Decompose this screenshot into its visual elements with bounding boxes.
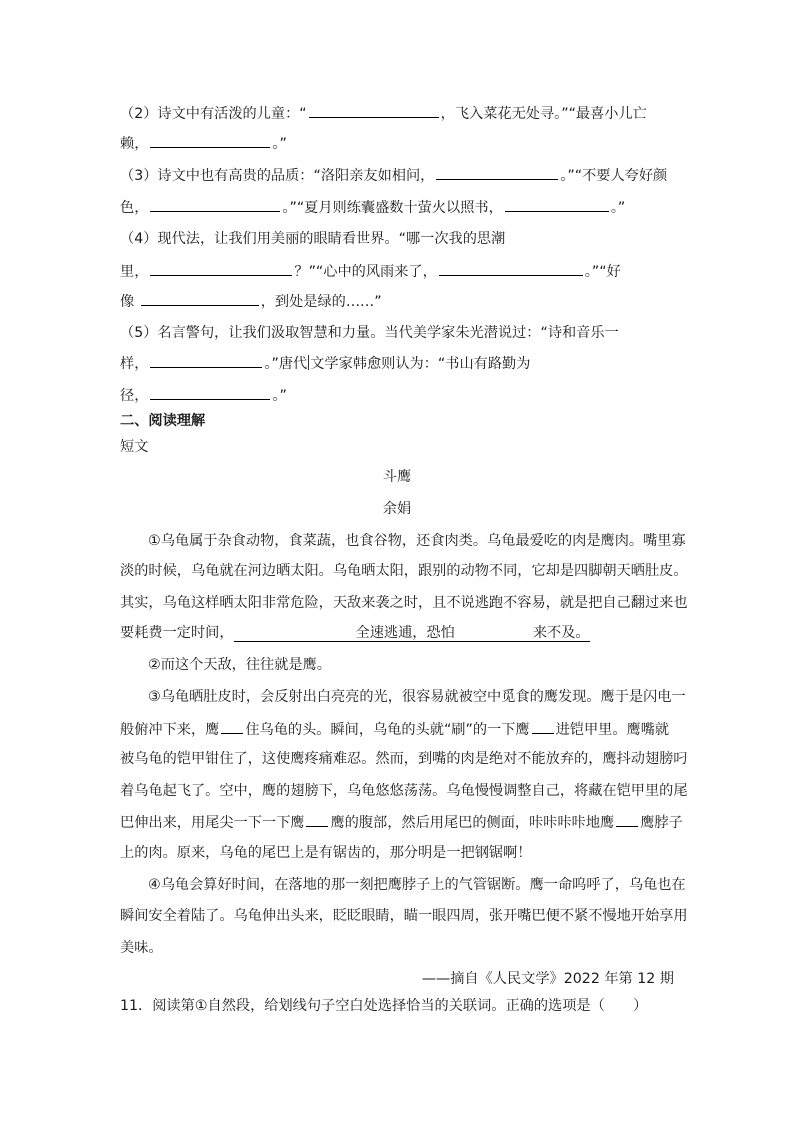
q4-text-d: 。”“好 [584,264,621,280]
q2-line1 [120,103,647,124]
q3-text-b: 。”“不要人夸好颜 [560,168,668,184]
q3-text-d: 。”“夏月则练囊盛数十萤火以照书， [282,200,503,216]
p3-line4: 着乌龟起飞了。空中，鹰的翅膀下，乌龟悠悠荡荡。乌龟慢慢调整自己，将藏在铠甲里的尾 [120,783,688,799]
answer-blank[interactable] [505,197,609,212]
article-author: 余娟 [382,501,412,517]
q3-text-a: （3）诗文中也有高贵的品质：“洛阳亲友如相问， [120,168,435,184]
q4-line3 [120,291,382,312]
q5-text-c: 。”唐代 [264,356,308,372]
answer-blank[interactable] [532,719,554,734]
p3-line2 [120,719,669,740]
q4-text-e: 像 [120,294,135,310]
q2-line2 [120,133,287,154]
p1-line3: 其实，乌龟这样晒太阳非常危险，天敌来袭之时，且不说逃跑不容易，就是把自己翻过来也 [120,595,688,611]
answer-blank[interactable] [150,133,270,148]
p3-line5-a: 巴伸出来，用尾尖一下一下鹰 [120,815,305,831]
q5-line1 [120,323,619,343]
p4-line2: 瞬间安全着陆了。乌龟伸出头来，眨眨眼睛，瞄一眼四周，张开嘴巴便不紧不慢地开始享用 [120,908,688,924]
q5-text-f: 。” [272,388,287,404]
p1-line1: ①乌龟属于杂食动物，食菜蔬，也食谷物，还食肉类。乌龟最爱吃的肉是鹰肉。嘴里寡 [148,533,686,549]
q4-line2 [120,261,621,282]
q2-text-a: （2）诗文中有活泼的儿童：“ [120,106,307,122]
answer-blank[interactable] [150,385,270,400]
q5-text-d: 文学家韩愈则认为：“书山有路勤为 [310,356,531,372]
q5-line3 [120,385,287,406]
p1-line4-c: 来不及。 [532,625,590,641]
q5-text-b: 样， [120,356,149,372]
answer-blank[interactable] [150,353,262,368]
q5-line2 [120,353,530,374]
p3-line6: 上的肉。原来，乌龟的尾巴上是有锯齿的，那分明是一把钢锯啊！ [120,845,532,861]
p3-line2-b: 住乌龟的头。瞬间，乌龟的头就“刷”的一下鹰 [245,722,530,738]
p1-line4 [120,623,590,643]
question-11: 11．阅读第①自然段，给划线句子空白处选择恰当的关联词。正确的选项是（ ） [120,998,648,1014]
p3-line1: ③乌龟晒肚皮时，会反射出白亮亮的光，很容易就被空中觅食的鹰发现。鹰于是闪电一 [148,689,686,705]
answer-blank[interactable] [436,165,558,180]
q5-text-e: 径， [120,388,149,404]
underlined-sentence [234,625,590,642]
article-title: 斗鹰 [382,469,412,485]
p4-line1: ④乌龟会算好时间，在落地的那一刻把鹰脖子上的气管锯断。鹰一命呜呼了，乌龟也在 [148,877,686,893]
p3-line5 [120,812,683,833]
section-subheading: 短文 [120,439,149,455]
q5-text-a: （5）名言警句，让我们汲取智慧和力量。当代美学家朱光潜说过：“诗和音乐一 [120,325,619,341]
q4-line1 [120,229,505,249]
answer-blank[interactable] [141,291,259,306]
q4-text-c: ？”“心中的风雨来了， [294,264,437,280]
answer-blank[interactable] [616,812,638,827]
answer-blank[interactable] [306,812,328,827]
q2-text-b: ，飞入菜花无处寻。”“最喜小儿亡 [440,106,647,122]
p3-line2-c: 进铠甲里。鹰嘴就 [555,722,670,738]
p1-line2: 淡的时候，乌龟就在河边晒太阳。乌龟晒太阳，跟别的动物不同，它却是四脚朝天晒肚皮。 [120,563,688,579]
p3-line3: 被乌龟的铠甲钳住了，这使鹰疼痛难忍。然而，到嘴的肉是绝对不能放弃的，鹰抖动翅膀叼 [120,751,688,767]
q3-line1 [120,165,667,186]
q2-text-c: 赖， [120,136,149,152]
answer-blank[interactable] [150,197,280,212]
q4-text-a: （4）现代法，让我们用美丽的眼睛看世界。“哪一次我的思潮 [120,231,506,247]
answer-blank[interactable] [439,261,583,276]
section-heading: 二、阅读理解 [120,413,206,429]
q4-text-b: 里， [120,264,149,280]
answer-blank[interactable] [309,103,439,118]
p1-line4-a: 要耗费一定时间， [120,625,234,641]
p3-line2-a: 般俯冲下来，鹰 [120,722,220,738]
article-source: ——摘自《人民文学》2022 年第 12 期 [421,971,674,987]
answer-blank[interactable] [221,719,243,734]
q4-text-f: ，到处是绿的……” [260,294,382,310]
q3-text-c: 色， [120,200,149,216]
p4-line3: 美味。 [120,940,163,956]
p3-line5-b: 鹰的腹部，然后用尾巴的侧面，咔咔咔咔地鹰 [330,815,615,831]
p1-line4-b: 全速逃逋，恐怕 [355,625,455,641]
p3-line5-c: 鹰脖子 [640,815,683,831]
answer-blank[interactable] [150,261,292,276]
q3-text-e: 。” [610,200,626,216]
q3-line2 [120,197,625,218]
p2-line1: ②而这个天敌，往往就是鹰。 [148,657,331,673]
q2-text-d: 。” [272,136,287,152]
